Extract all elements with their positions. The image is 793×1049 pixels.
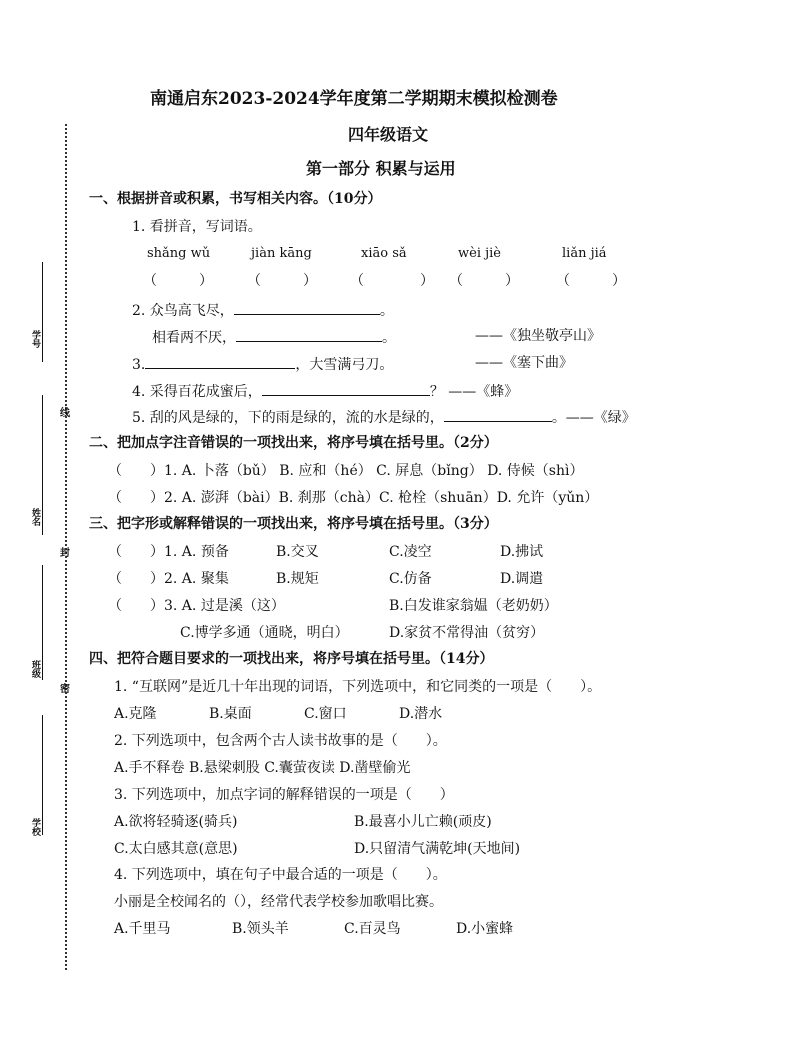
blank-q4[interactable] xyxy=(262,381,430,396)
s3-r2-d: D.调遣 xyxy=(500,571,544,587)
s3-r2-b: B.规矩 xyxy=(276,571,319,587)
name-label: 姓名 xyxy=(30,508,40,526)
s1-q5-text: 5. 刮的风是绿的，下的雨是绿的，流的水是绿的， xyxy=(132,410,444,426)
s4-q3-opt-d: D.只留清气满乾坤(天地间) xyxy=(354,841,521,857)
pinyin-4: wèi jiè xyxy=(458,246,501,261)
s1-q5 xyxy=(132,407,636,427)
s1-q4 xyxy=(132,381,518,401)
s1-q2a-text: 2. 众鸟高飞尽， xyxy=(132,303,234,319)
s3-r1-b: B.交叉 xyxy=(276,544,319,560)
s4-q1-opt-b: B.桌面 xyxy=(209,706,252,722)
school-line xyxy=(42,715,43,835)
s3-r2-a: （ ）2. A. 聚集 xyxy=(108,571,229,587)
seal-mark-secret: 密 xyxy=(60,684,70,695)
answer-bracket-3[interactable]: （ ） xyxy=(350,273,434,289)
class-label: 班级 xyxy=(30,660,40,678)
class-line xyxy=(42,565,43,680)
blank-q5[interactable] xyxy=(444,407,552,422)
answer-bracket-4[interactable]: （ ） xyxy=(449,273,519,289)
s4-q2: 2. 下列选项中，包含两个古人读书故事的是（ ）。 xyxy=(114,733,447,749)
s1-q4-source: ？ ——《蜂》 xyxy=(429,384,519,400)
s4-q4-sentence: 小丽是全校闻名的（），经常代表学校参加歌唱比赛。 xyxy=(114,894,443,910)
blank-q2a[interactable] xyxy=(234,300,380,315)
seal-mark-seal: 封 xyxy=(60,548,70,559)
part-title: 第一部分 积累与运用 xyxy=(306,159,456,178)
s4-q3-opt-c: C.太白感其意(意思) xyxy=(114,841,238,857)
section-4-heading: 四、把符合题目要求的一项找出来，将序号填在括号里。（14分） xyxy=(89,651,494,667)
s4-q1-opt-d: D.潜水 xyxy=(399,706,443,722)
pinyin-2: jiàn kāng xyxy=(251,246,312,261)
s1-q4-text: 4. 采得百花成蜜后， xyxy=(132,384,262,400)
s2-row-2: （ ）2. A. 澎湃（bài）B. 刹那（chà）C. 枪栓（shuān）D. 允许（yǔn） xyxy=(108,490,599,506)
s3-r3-c: C.博学多通（通晓，明白） xyxy=(180,625,349,641)
s4-q4-opt-a: A.千里马 xyxy=(114,921,171,937)
s4-q3: 3. 下列选项中，加点字词的解释错误的一项是（ ） xyxy=(114,787,454,803)
section-2-heading: 二、把加点字注音错误的一项找出来，将序号填在括号里。（2分） xyxy=(89,435,498,451)
pinyin-5: liǎn jiá xyxy=(562,246,607,261)
s1-q5-source: 。——《绿》 xyxy=(551,410,636,426)
s4-q3-opt-a: A.欲将轻骑逐(骑兵) xyxy=(114,814,238,830)
pinyin-1: shǎng wǔ xyxy=(147,246,211,261)
s1-q2a xyxy=(132,300,394,320)
blank-q2b[interactable] xyxy=(236,327,382,342)
blank-q3[interactable] xyxy=(145,354,295,369)
s1-q3-text: ，大雪满弓刀。 xyxy=(295,357,394,373)
s1-q2b-text: 相看两不厌， xyxy=(152,330,236,346)
s1-q3 xyxy=(132,354,393,374)
s4-q1-opt-c: C.窗口 xyxy=(304,706,347,722)
student-id-label: 学号 xyxy=(30,330,40,348)
answer-bracket-2[interactable]: （ ） xyxy=(247,273,317,289)
school-label: 学校 xyxy=(30,818,40,836)
s3-r3-b: B.白发谁家翁媪（老奶奶） xyxy=(389,598,558,614)
s1-q2-source: ——《独坐敬亭山》 xyxy=(475,328,601,344)
s1-q2b-end: 。 xyxy=(382,330,396,346)
s4-q2-opts: A.手不释卷 B.悬梁刺股 C.囊萤夜读 D.凿壁偷光 xyxy=(114,760,411,776)
s1-q2a-end: 。 xyxy=(379,303,394,319)
s1-q3-num: 3. xyxy=(132,357,146,373)
name-line xyxy=(42,395,43,535)
s4-q4-opt-d: D.小蜜蜂 xyxy=(456,921,514,937)
s1-q2b xyxy=(152,327,396,347)
s3-r1-d: D.拂试 xyxy=(500,544,544,560)
s3-r3-d: D.家贫不常得油（贫穷） xyxy=(389,625,545,641)
s1-q3-source: ——《塞下曲》 xyxy=(475,355,573,371)
answer-bracket-1[interactable]: （ ） xyxy=(143,273,213,289)
section-3-heading: 三、把字形或解释错误的一项找出来，将序号填在括号里。（3分） xyxy=(89,516,498,532)
s4-q3-opt-b: B.最喜小儿亡赖(顽皮) xyxy=(354,814,492,830)
s1-q1: 1. 看拼音，写词语。 xyxy=(132,219,262,235)
s4-q1-opt-a: A.克隆 xyxy=(114,706,157,722)
answer-bracket-5[interactable]: （ ） xyxy=(556,273,626,289)
s2-row-1: （ ）1. A. 卜落（bǔ） B. 应和（hé） C. 屏息（bǐng） D. 侍候（shì） xyxy=(108,463,584,479)
exam-title: 南通启东2023-2024学年度第二学期期末模拟检测卷 xyxy=(150,89,558,109)
s4-q4-opt-c: C.百灵鸟 xyxy=(344,921,401,937)
seal-mark-line: 线 xyxy=(60,408,70,419)
s4-q4: 4. 下列选项中，填在句子中最合适的一项是（ ）。 xyxy=(114,867,447,883)
s4-q1: 1. “互联网”是近几十年出现的词语，下列选项中，和它同类的一项是（ ）。 xyxy=(114,679,602,695)
s3-r3-a: （ ）3. A. 过是溪（这） xyxy=(108,598,285,614)
s3-r2-c: C.仿备 xyxy=(389,571,432,587)
s3-r1-a: （ ）1. A. 预备 xyxy=(108,544,229,560)
pinyin-3: xiāo sǎ xyxy=(361,246,407,261)
grade-subject: 四年级语文 xyxy=(348,125,429,144)
section-1-heading: 一、根据拼音或积累，书写相关内容。（10分） xyxy=(89,191,382,207)
s3-r1-c: C.凌空 xyxy=(389,544,432,560)
student-id-line xyxy=(42,262,43,362)
s4-q4-opt-b: B.领头羊 xyxy=(232,921,289,937)
